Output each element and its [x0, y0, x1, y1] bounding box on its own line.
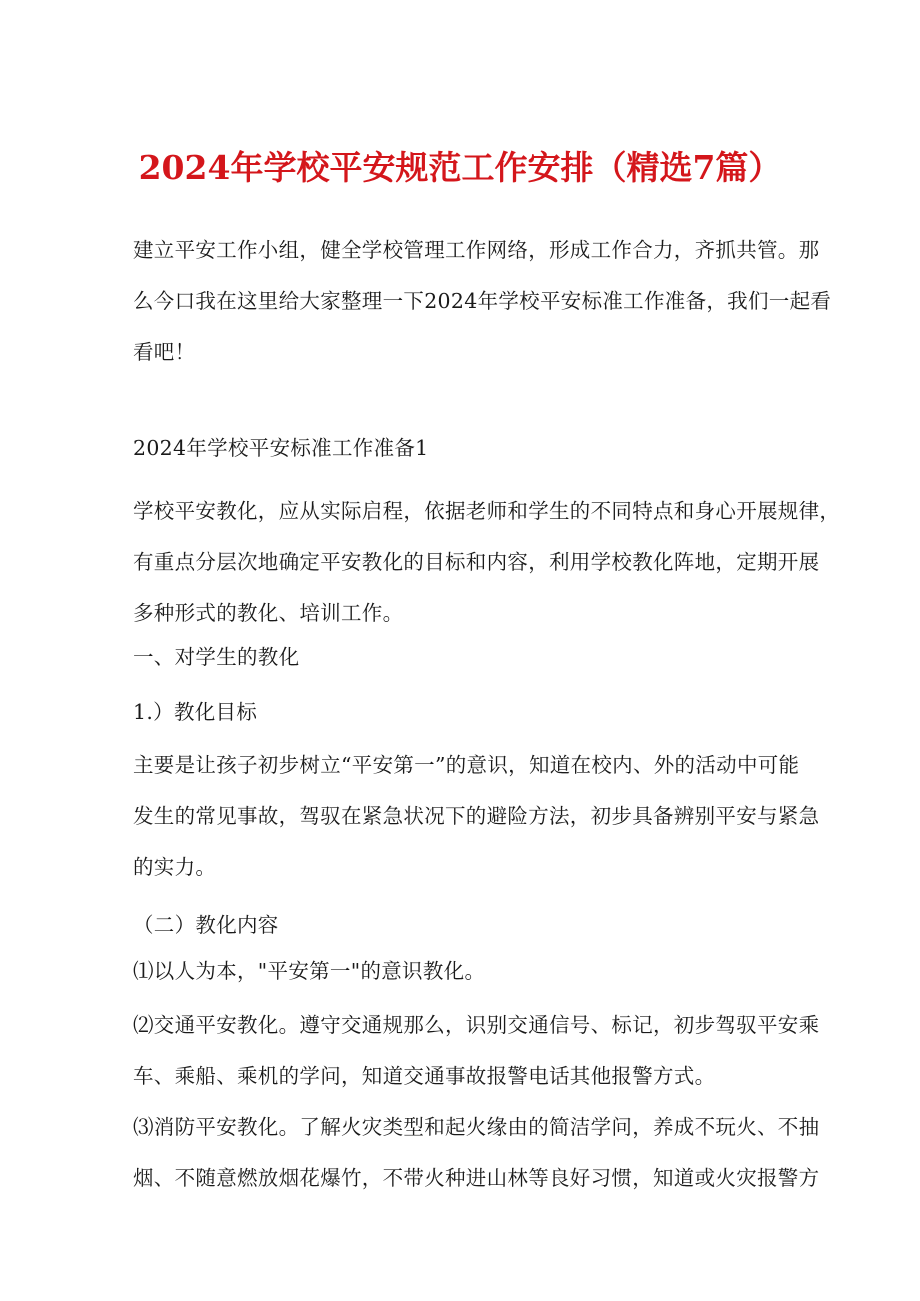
text-line: 学校平安教化，应从实际启程，依据老师和学生的不同特点和身心开展规律，	[133, 499, 841, 523]
intro-paragraph	[133, 225, 832, 378]
text-line: 的实力。	[133, 855, 217, 879]
list-item-1	[133, 951, 798, 992]
text-line: 么今口我在这里给大家整理一下2024年学校平安标准工作准备，我们一起看	[133, 289, 832, 313]
text-line: 看吧！	[133, 340, 196, 364]
section-heading	[133, 428, 798, 469]
text-line: 烟、不随意燃放烟花爆竹，不带火种进山林等良好习惯，知道或火灾报警方	[133, 1166, 820, 1190]
list-item-2	[133, 1000, 820, 1102]
heading-students	[133, 637, 798, 678]
text-line: 车、乘船、乘机的学问，知道交通事故报警电话其他报警方式。	[133, 1064, 716, 1088]
text-line: ⑵交通平安教化。遵守交通规那么，识别交通信号、标记，初步驾驭平安乘	[133, 1013, 820, 1037]
text-line: ⑴以人为本，"平安第一"的意识教化。	[133, 959, 486, 983]
heading-goal	[133, 692, 798, 733]
text-line: 发生的常见事故，驾驭在紧急状况下的避险方法，初步具备辨别平安与紧急	[133, 804, 820, 828]
document-title: 2024年学校平安规范工作安排（精选7篇）	[138, 148, 782, 187]
paragraph-goal	[133, 740, 820, 893]
paragraph-1	[133, 486, 841, 639]
section-heading-text: 2024年学校平安标准工作准备1	[133, 436, 429, 460]
text-line: 主要是让孩子初步树立“平安第一”的意识，知道在校内、外的活动中可能	[133, 753, 800, 777]
heading-students-text: 一、对学生的教化	[133, 645, 300, 669]
text-line: 多种形式的教化、培训工作。	[133, 601, 404, 625]
text-line: 建立平安工作小组，健全学校管理工作网络，形成工作合力，齐抓共管。那	[133, 238, 820, 262]
list-item-3	[133, 1102, 820, 1204]
text-line: 有重点分层次地确定平安教化的目标和内容，利用学校教化阵地，定期开展	[133, 550, 820, 574]
heading-goal-text: 1.）教化目标	[133, 700, 258, 724]
text-line: ⑶消防平安教化。了解火灾类型和起火缘由的简洁学问，养成不玩火、不抽	[133, 1115, 820, 1139]
heading-content	[133, 905, 798, 946]
heading-content-text: （二）教化内容	[133, 913, 279, 937]
